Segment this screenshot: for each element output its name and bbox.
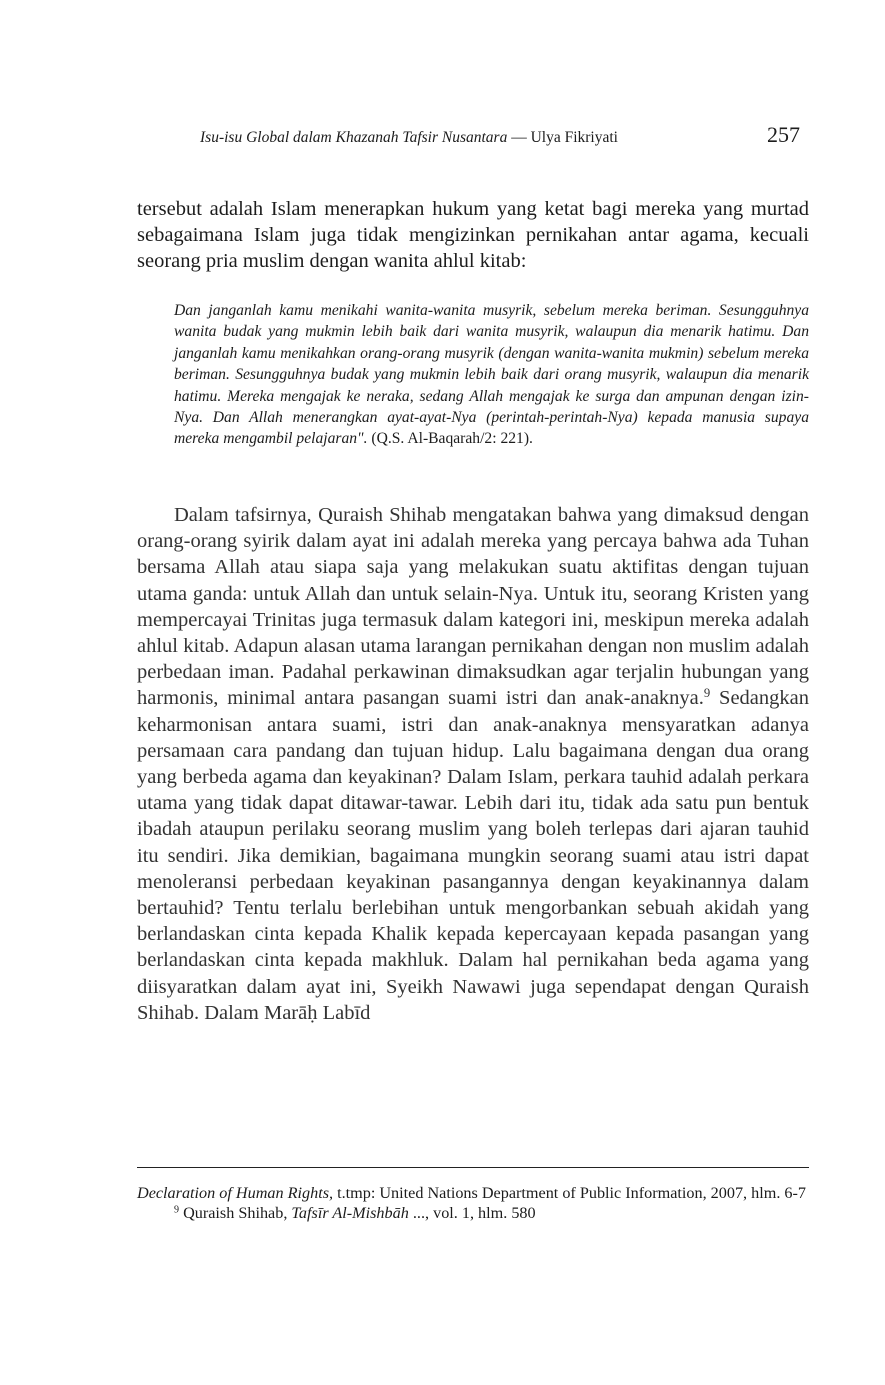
- running-header-separator: —: [507, 129, 531, 146]
- running-header-title: Isu-isu Global dalam Khazanah Tafsir Nusantara: [200, 129, 508, 146]
- footnote-9-marker: 9: [174, 1203, 180, 1215]
- footnote-continued: [137, 1184, 813, 1204]
- footnote-9-title: Tafsīr Al-Mishbāh: [291, 1203, 409, 1222]
- footnote-9-rest: ..., vol. 1, hlm. 580: [408, 1203, 536, 1222]
- page-number: 257: [767, 122, 800, 147]
- paragraph-tafsir: [137, 502, 809, 1026]
- quote-text: Dan janganlah kamu menikahi wanita-wanita musyrik, sebelum mereka beriman. Sesungguhnya wanita budak yang mukmin lebih baik dari wanita musyrik, walaupun dia menarik hatimu. Dan janganlah kamu menikahkan orang-orang musyrik (dengan wanita-wanita mukmin) sebelum mereka beriman. Sesungguhnya budak yang mukmin lebih baik dari orang musyrik, walaupun dia menarik hatimu. Mereka mengajak ke neraka, sedang Allah mengajak ke surga dan ampunan dengan izin-Nya. Dan Allah menerangkan ayat-ayat-Nya (perintah-perintah-Nya) kepada manusia supaya mereka mengambil pelajaran".: [174, 302, 809, 448]
- footnote-divider: [137, 1167, 809, 1168]
- running-header-author: Ulya Fikriyati: [530, 129, 618, 146]
- footnote-9-author: Quraish Shihab,: [179, 1203, 292, 1222]
- footnote-marker-9: 9: [703, 686, 711, 701]
- footnotes: [137, 1184, 813, 1223]
- paragraph-tafsir-part1: Dalam tafsirnya, Quraish Shihab mengatakan bahwa yang dimaksud dengan orang-orang syirik dalam ayat ini adalah mereka yang percaya bahwa ada Tuhan bersama Allah atau siapa saja yang melakukan suatu aktifitas dengan tujuan utama ganda: untuk Allah dan untuk selain-Nya. Untuk itu, seorang Kristen yang mempercayai Trinitas juga termasuk dalam kategori ini, meskipun mereka adalah ahlul kitab. Adapun alasan utama larangan pernikahan dengan non muslim adalah perbedaan iman. Padahal perkawinan dimaksudkan agar terjalin hubungan yang harmonis, minimal antara pasangan suami istri dan anak-anaknya.: [137, 504, 809, 710]
- paragraph-tafsir-part2: Sedangkan keharmonisan antara suami, istri dan anak-anaknya mensyaratkan adanya persamaan cara pandang dan tujuan hidup. Lalu bagaimana dengan dua orang yang berbeda agama dan keyakinan? Dalam Islam, perkara tauhid adalah perkara utama yang tidak dapat ditawar-tawar. Lebih dari itu, tidak ada satu pun bentuk ibadah ataupun perilaku seorang muslim yang boleh terlepas dari ajaran tauhid itu sendiri. Jika demikian, bagaimana mungkin seorang suami atau istri dapat menoleransi perbedaan keyakinan pasangannya dengan keyakinannya dalam bertauhid? Tentu terlalu berlebihan untuk mengorbankan sebuah akidah yang berlandaskan cinta kepada Khalik kepada kepercayaan kepada pasangan yang berlandaskan cinta kepada makhluk. Dalam hal pernikahan beda agama yang diisyaratkan dalam ayat ini, Syeikh Nawawi juga sependapat dengan Quraish Shihab. Dalam Marāḥ Labīd: [137, 687, 810, 1024]
- quote-reference: (Q.S. Al-Baqarah/2: 221).: [367, 430, 533, 448]
- footnote-9: [137, 1204, 813, 1224]
- paragraph-intro: tersebut adalah Islam menerapkan hukum yang ketat bagi mereka yang murtad sebagaimana Islam juga tidak mengizinkan pernikahan antar agama, kecuali seorang pria muslim dengan wanita ahlul kitab:: [137, 198, 809, 273]
- running-header: [200, 122, 800, 148]
- footnote-continued-title: Declaration of Human Rights,: [137, 1184, 334, 1202]
- quran-quote: [174, 300, 809, 450]
- footnote-continued-rest: t.tmp: United Nations Department of Public Information, 2007, hlm. 6-7: [333, 1184, 807, 1202]
